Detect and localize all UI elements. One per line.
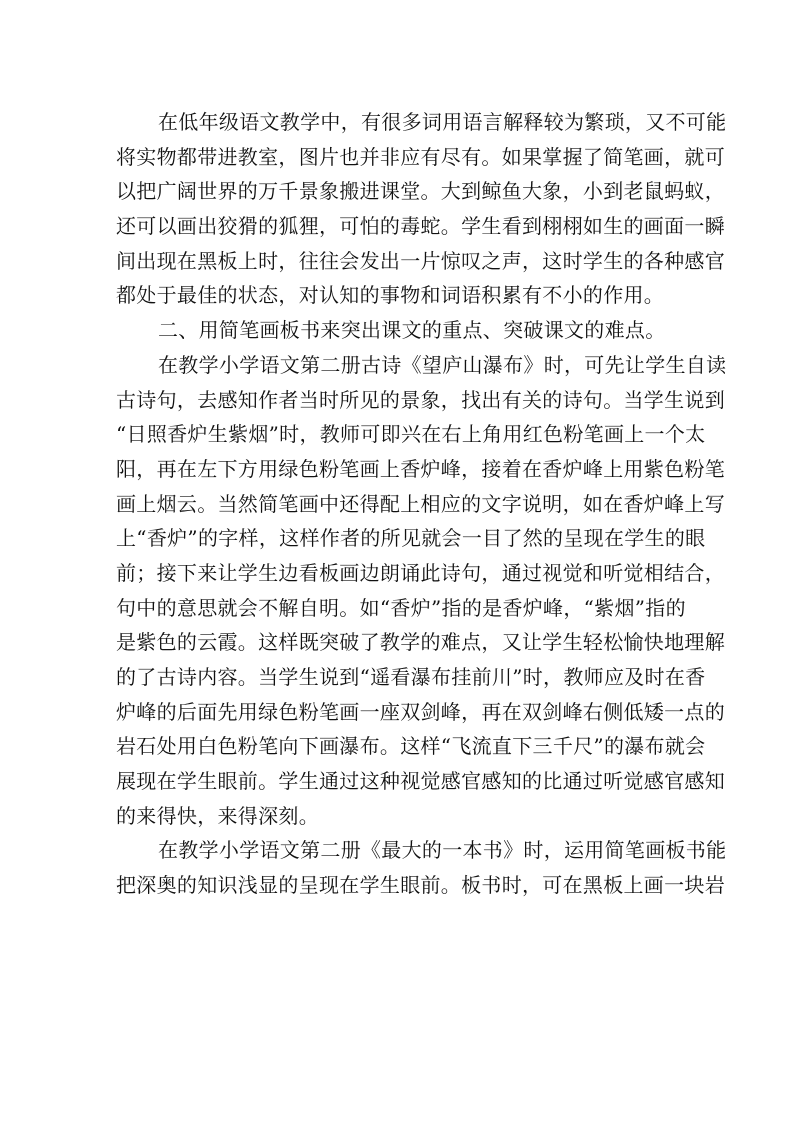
- text-line: 句中的意思就会不解自明。如“香炉”指的是香炉峰，“紫烟”指的: [116, 595, 686, 620]
- body-text: [116, 105, 727, 903]
- text-line: 以把广阔世界的万千景象搬进课堂。大到鲸鱼大象，小到老鼠蚂蚁，: [116, 179, 725, 204]
- text-line: 将实物都带进教室，图片也并非应有尽有。如果掌握了简笔画，就可: [116, 144, 725, 169]
- text-line: 阳，再在左下方用绿色粉笔画上香炉峰，接着在香炉峰上用紫色粉笔: [116, 456, 725, 481]
- text-line: 都处于最佳的状态，对认知的事物和词语积累有不小的作用。: [116, 283, 665, 308]
- text-line: 前；接下来让学生边看板画边朗诵此诗句，通过视觉和听觉相结合，: [116, 560, 725, 585]
- text-line: “日照香炉生紫烟”时，教师可即兴在右上角用红色粉笔画上一个太: [116, 422, 706, 447]
- text-line: 古诗句，去感知作者当时所见的景象，找出有关的诗句。当学生说到: [116, 387, 725, 412]
- text-line: 的了古诗内容。当学生说到“遥看瀑布挂前川”时，教师应及时在香: [116, 665, 706, 689]
- text-line: 在教学小学语文第二册《最大的一本书》时，运用简笔画板书能: [158, 838, 727, 863]
- text-line: 上“香炉”的字样，这样作者的所见就会一目了然的呈现在学生的眼: [116, 526, 706, 551]
- text-line: 的来得快，来得深刻。: [116, 803, 319, 828]
- text-line: 画上烟云。当然简笔画中还得配上相应的文字说明，如在香炉峰上写: [116, 491, 725, 516]
- text-line: 炉峰的后面先用绿色粉笔画一座双剑峰，再在双剑峰右侧低矮一点的: [116, 699, 725, 724]
- text-line: 展现在学生眼前。学生通过这种视觉感官感知的比通过听觉感官感知: [116, 769, 725, 794]
- text-line: 岩石处用白色粉笔向下画瀑布。这样“飞流直下三千尺”的瀑布就会: [116, 734, 706, 759]
- text-line: 是紫色的云霞。这样既突破了教学的难点，又让学生轻松愉快地理解: [116, 630, 725, 655]
- text-line: 在教学小学语文第二册古诗《望庐山瀑布》时，可先让学生自读: [158, 352, 727, 377]
- text-line: 二、用简笔画板书来突出课文的重点、突破课文的难点。: [158, 318, 666, 343]
- text-line: 在低年级语文教学中，有很多词用语言解释较为繁琐，又不可能: [158, 110, 727, 134]
- text-line: 还可以画出狡猾的狐狸，可怕的毒蛇。学生看到栩栩如生的画面一瞬: [116, 214, 725, 239]
- text-line: 间出现在黑板上时，往往会发出一片惊叹之声，这时学生的各种感官: [116, 248, 725, 273]
- text-line: 把深奥的知识浅显的呈现在学生眼前。板书时，可在黑板上画一块岩: [116, 873, 725, 898]
